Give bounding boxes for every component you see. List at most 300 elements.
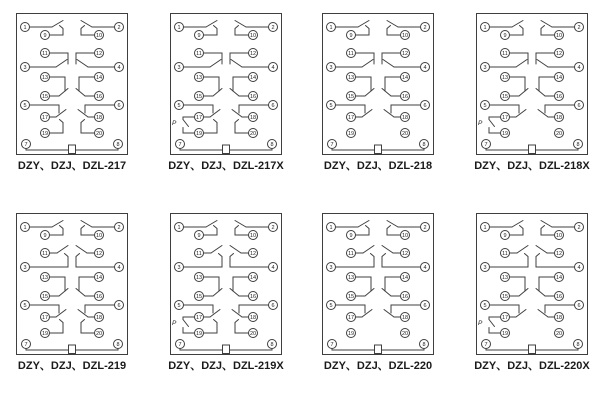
wiring-diagram (16, 13, 128, 155)
terminal-number: 15 (501, 94, 509, 100)
wire (384, 310, 394, 318)
wire (231, 60, 242, 68)
terminal-number: 15 (501, 294, 509, 300)
terminal-number: 1 (23, 225, 27, 231)
wiring-diagram (322, 13, 434, 155)
relay-panel-3 (322, 13, 434, 188)
terminal-number: 19 (41, 331, 49, 337)
terminal-number: 19 (41, 131, 49, 137)
wire (382, 149, 425, 151)
wire (486, 149, 529, 151)
wire (536, 349, 579, 351)
terminal-number: 11 (502, 51, 508, 57)
terminal-number: 19 (347, 331, 355, 337)
wire (230, 289, 239, 297)
wire (536, 53, 555, 64)
wire (57, 246, 68, 254)
wire (230, 89, 239, 97)
wire (230, 53, 249, 64)
wire (541, 221, 552, 228)
terminal-number: 1 (329, 25, 333, 31)
wire (235, 320, 249, 334)
wire (183, 328, 195, 334)
terminal-number: 11 (196, 51, 202, 57)
terminal-number: 15 (347, 294, 355, 300)
terminal-number: 13 (347, 75, 355, 81)
terminal-number: 2 (117, 25, 121, 31)
terminal-number: 6 (577, 103, 581, 109)
terminal-number: 14 (95, 275, 103, 281)
wire (79, 277, 95, 291)
terminal-number: 11 (348, 251, 354, 257)
panel-border (323, 214, 434, 355)
terminal-number: 12 (401, 251, 409, 257)
terminal-number: 10 (401, 33, 409, 39)
terminal-number: 10 (555, 233, 563, 239)
terminal-number: 16 (95, 294, 103, 300)
terminal-number: 13 (195, 75, 203, 81)
wire (59, 289, 68, 297)
wire (210, 60, 221, 68)
wire (539, 277, 555, 291)
terminal-number: 18 (249, 315, 257, 321)
terminal-number: 19 (195, 331, 203, 337)
terminal-number: 4 (577, 265, 581, 271)
terminal-number: 19 (347, 131, 355, 137)
wire (519, 89, 528, 97)
terminal-number: 13 (41, 275, 49, 281)
wire (26, 149, 69, 151)
wire (545, 105, 575, 113)
wiring-diagram (16, 213, 128, 355)
wire (30, 105, 60, 113)
terminal-number: 15 (195, 294, 203, 300)
terminal-number: 18 (249, 115, 257, 121)
terminal-number: 16 (249, 294, 257, 300)
terminal-number: 17 (347, 315, 355, 321)
wire (385, 77, 401, 91)
wire (81, 221, 92, 228)
terminal-number: 10 (95, 233, 103, 239)
wire (180, 349, 223, 351)
terminal-number: 14 (95, 75, 103, 81)
wire (30, 305, 60, 313)
wire (183, 320, 189, 327)
terminal-number: 9 (197, 233, 201, 239)
panel-label: DZY、DZJ、DZL-217 (17, 160, 127, 172)
wire (382, 349, 425, 351)
terminal-number: 8 (576, 342, 580, 348)
wire (536, 89, 545, 97)
relay-panel-2 (170, 13, 282, 188)
terminal-number: 13 (41, 75, 49, 81)
terminal-number: 5 (23, 303, 27, 309)
terminal-number: 8 (576, 142, 580, 148)
terminal-number: 20 (95, 131, 103, 137)
coil-icon (375, 345, 382, 354)
wiring-diagram (476, 213, 588, 355)
wire (230, 149, 273, 151)
terminal-number: 3 (329, 65, 333, 71)
terminal-number: 7 (330, 142, 334, 148)
terminal-number: 17 (195, 315, 203, 321)
terminal-number: 8 (270, 342, 274, 348)
wire (486, 349, 529, 351)
terminal-number: 18 (401, 115, 409, 121)
wire (183, 117, 195, 120)
wire (239, 105, 269, 113)
terminal-number: 4 (423, 265, 427, 271)
wire (332, 149, 375, 151)
wire (50, 320, 64, 334)
terminal-number: 19 (501, 131, 509, 137)
wire (336, 305, 366, 313)
terminal-number: 17 (347, 115, 355, 121)
wire (210, 110, 220, 118)
terminal-number: 2 (271, 225, 275, 231)
wire (489, 317, 501, 320)
wire (383, 60, 394, 68)
wire (358, 221, 369, 228)
terminal-number: 8 (116, 342, 120, 348)
wire (358, 21, 369, 28)
wire (387, 21, 398, 28)
wire (239, 305, 269, 313)
wire (204, 53, 223, 64)
terminal-number: 15 (41, 294, 49, 300)
wire (180, 149, 223, 151)
wire (76, 89, 85, 97)
panel-label: DZY、DZJ、DZL-219X (168, 360, 284, 372)
wire (184, 105, 214, 113)
wire (365, 289, 374, 297)
wire (59, 89, 68, 97)
wiring-diagram (170, 213, 282, 355)
wire (382, 89, 391, 97)
wire (384, 110, 394, 118)
terminal-number: 4 (271, 265, 275, 271)
terminal-number: 16 (555, 294, 563, 300)
wire (545, 305, 575, 313)
terminal-number: 2 (271, 25, 275, 31)
terminal-number: 4 (577, 65, 581, 71)
terminal-number: 12 (401, 51, 409, 57)
wire (519, 289, 528, 297)
terminal-number: 17 (501, 315, 509, 321)
wire (76, 289, 85, 297)
terminal-number: 10 (249, 33, 257, 39)
wiring-diagram (170, 13, 282, 155)
terminal-number: 7 (484, 142, 488, 148)
wire (77, 60, 88, 68)
wire (489, 328, 501, 334)
terminal-number: 1 (23, 25, 27, 31)
terminal-number: 3 (483, 65, 487, 71)
terminal-number: 20 (249, 131, 257, 137)
terminal-number: 16 (95, 94, 103, 100)
terminal-number: 14 (249, 275, 257, 281)
terminal-number: 11 (196, 251, 202, 257)
panel-label: DZY、DZJ、DZL-218 (323, 160, 433, 172)
wire (336, 105, 366, 113)
wire (489, 128, 501, 134)
terminal-number: 20 (555, 331, 563, 337)
terminal-number: 15 (347, 94, 355, 100)
coil-icon (223, 145, 230, 154)
terminal-number: 5 (177, 303, 181, 309)
wire (211, 246, 222, 254)
wiring-diagram (476, 13, 588, 155)
terminal-number: 5 (177, 103, 181, 109)
wire (235, 120, 249, 134)
terminal-number: 11 (42, 251, 48, 257)
terminal-number: 18 (95, 315, 103, 321)
wire (213, 289, 222, 297)
wire (490, 105, 520, 113)
terminal-number: 7 (24, 142, 28, 148)
wire (517, 246, 528, 254)
terminal-number: 1 (483, 25, 487, 31)
terminal-number: 19 (501, 331, 509, 337)
wire (85, 305, 115, 313)
wire (26, 349, 69, 351)
wire (76, 53, 95, 64)
wire (81, 21, 92, 28)
wire (52, 21, 63, 28)
terminal-number: 20 (401, 331, 409, 337)
wire (391, 305, 421, 313)
relay-panel-6 (170, 213, 282, 388)
coil-icon (69, 345, 76, 354)
terminal-number: 17 (195, 115, 203, 121)
terminal-number: 15 (195, 94, 203, 100)
terminal-number: 2 (423, 25, 427, 31)
wire (81, 320, 95, 334)
wire (332, 349, 375, 351)
terminal-number: 17 (41, 115, 49, 121)
wire (184, 305, 214, 313)
terminal-number: 3 (23, 265, 27, 271)
wire (538, 310, 548, 318)
terminal-number: 13 (501, 75, 509, 81)
panel-label: DZY、DZJ、DZL-218X (474, 160, 590, 172)
wire (382, 246, 393, 254)
panel-border (17, 214, 128, 355)
terminal-number: 9 (43, 233, 47, 239)
terminal-number: 3 (483, 265, 487, 271)
terminal-number: 3 (177, 65, 181, 71)
terminal-number: 6 (271, 303, 275, 309)
terminal-number: 6 (423, 303, 427, 309)
terminal-number: 9 (503, 33, 507, 39)
panel-label: DZY、DZJ、DZL-217X (168, 160, 284, 172)
wire (363, 246, 374, 254)
terminal-number: 4 (271, 65, 275, 71)
wire (356, 277, 372, 291)
terminal-number: 10 (249, 233, 257, 239)
relay-panel-8 (476, 213, 588, 388)
terminal-number: 6 (577, 303, 581, 309)
wire (510, 53, 529, 64)
wire (391, 105, 421, 113)
wire (356, 53, 375, 64)
terminal-number: 9 (43, 33, 47, 39)
coil-icon (69, 145, 76, 154)
wire (204, 320, 218, 334)
terminal-number: 11 (42, 51, 48, 57)
wire (50, 53, 69, 64)
wire (206, 221, 217, 228)
terminal-number: 7 (178, 342, 182, 348)
terminal-number: 18 (555, 315, 563, 321)
terminal-number: 18 (555, 115, 563, 121)
wire (510, 277, 526, 291)
terminal-number: 16 (401, 94, 409, 100)
terminal-number: 14 (249, 75, 257, 81)
wiring-diagram (322, 213, 434, 355)
terminal-number: 2 (577, 25, 581, 31)
terminal-number: 12 (95, 51, 103, 57)
terminal-number: 9 (503, 233, 507, 239)
coil-icon (529, 145, 536, 154)
terminal-number: 16 (249, 94, 257, 100)
wire (76, 246, 87, 254)
wire (79, 77, 95, 91)
wire (85, 105, 115, 113)
terminal-number: 4 (423, 65, 427, 71)
wire (52, 221, 63, 228)
coil-icon (223, 345, 230, 354)
terminal-number: 13 (347, 275, 355, 281)
terminal-number: 3 (23, 65, 27, 71)
wire (78, 310, 88, 318)
wire (512, 221, 523, 228)
wire (56, 60, 67, 68)
terminal-number: 14 (555, 75, 563, 81)
terminal-number: 16 (555, 94, 563, 100)
terminal-number: 10 (401, 233, 409, 239)
panel-border (323, 14, 434, 155)
terminal-number: 11 (502, 251, 508, 257)
wire (81, 120, 95, 134)
wire (489, 320, 495, 327)
wire (541, 21, 552, 28)
terminal-number: 20 (95, 331, 103, 337)
wire (385, 277, 401, 291)
wire (50, 120, 64, 134)
terminal-number: 5 (329, 303, 333, 309)
terminal-number: 8 (422, 342, 426, 348)
wire (235, 221, 246, 228)
terminal-number: 8 (116, 142, 120, 148)
terminal-number: 6 (423, 103, 427, 109)
p-contact-label: P (172, 120, 177, 127)
wire (204, 277, 220, 291)
wire (365, 89, 374, 97)
terminal-number: 20 (555, 131, 563, 137)
wire (210, 310, 220, 318)
wire (204, 77, 220, 91)
terminal-number: 14 (401, 275, 409, 281)
terminal-number: 2 (117, 225, 121, 231)
terminal-number: 9 (349, 33, 353, 39)
wire (382, 53, 401, 64)
wire (56, 310, 66, 318)
wire (233, 77, 249, 91)
panel-label: DZY、DZJ、DZL-220 (323, 360, 433, 372)
wire (516, 110, 526, 118)
wire (490, 305, 520, 313)
relay-panel-5 (16, 213, 128, 388)
terminal-number: 2 (577, 225, 581, 231)
wire (233, 277, 249, 291)
terminal-number: 12 (555, 251, 563, 257)
wire (235, 21, 246, 28)
terminal-number: 7 (24, 342, 28, 348)
terminal-number: 6 (117, 303, 121, 309)
wire (516, 310, 526, 318)
wire (538, 110, 548, 118)
panel-border (17, 14, 128, 155)
relay-panel-7 (322, 213, 434, 388)
terminal-number: 20 (401, 131, 409, 137)
wire (362, 110, 372, 118)
terminal-number: 1 (177, 225, 181, 231)
relay-panel-4 (476, 13, 588, 188)
wire (50, 77, 66, 91)
wire (232, 110, 242, 118)
wire (510, 77, 526, 91)
terminal-number: 1 (329, 225, 333, 231)
wire (362, 60, 373, 68)
wire (213, 89, 222, 97)
terminal-number: 18 (401, 315, 409, 321)
terminal-number: 15 (41, 94, 49, 100)
coil-icon (375, 145, 382, 154)
terminal-number: 14 (401, 75, 409, 81)
terminal-number: 12 (249, 251, 257, 257)
terminal-number: 7 (484, 342, 488, 348)
wire (183, 120, 189, 127)
terminal-number: 12 (249, 51, 257, 57)
terminal-number: 3 (177, 265, 181, 271)
wire (516, 60, 527, 68)
wire (537, 60, 548, 68)
terminal-number: 17 (501, 115, 509, 121)
terminal-number: 20 (249, 331, 257, 337)
wire (362, 310, 372, 318)
wire (76, 349, 119, 351)
wire (387, 221, 398, 228)
terminal-number: 9 (349, 233, 353, 239)
terminal-number: 4 (117, 265, 121, 271)
wire (183, 317, 195, 320)
wire (536, 149, 579, 151)
terminal-number: 2 (423, 225, 427, 231)
terminal-number: 7 (178, 142, 182, 148)
terminal-number: 1 (177, 25, 181, 31)
terminal-number: 13 (195, 275, 203, 281)
terminal-number: 6 (117, 103, 121, 109)
wire (230, 246, 241, 254)
terminal-number: 3 (329, 265, 333, 271)
coil-icon (529, 345, 536, 354)
terminal-number: 5 (329, 103, 333, 109)
terminal-number: 8 (422, 142, 426, 148)
terminal-number: 8 (270, 142, 274, 148)
terminal-number: 12 (95, 251, 103, 257)
terminal-number: 10 (555, 33, 563, 39)
